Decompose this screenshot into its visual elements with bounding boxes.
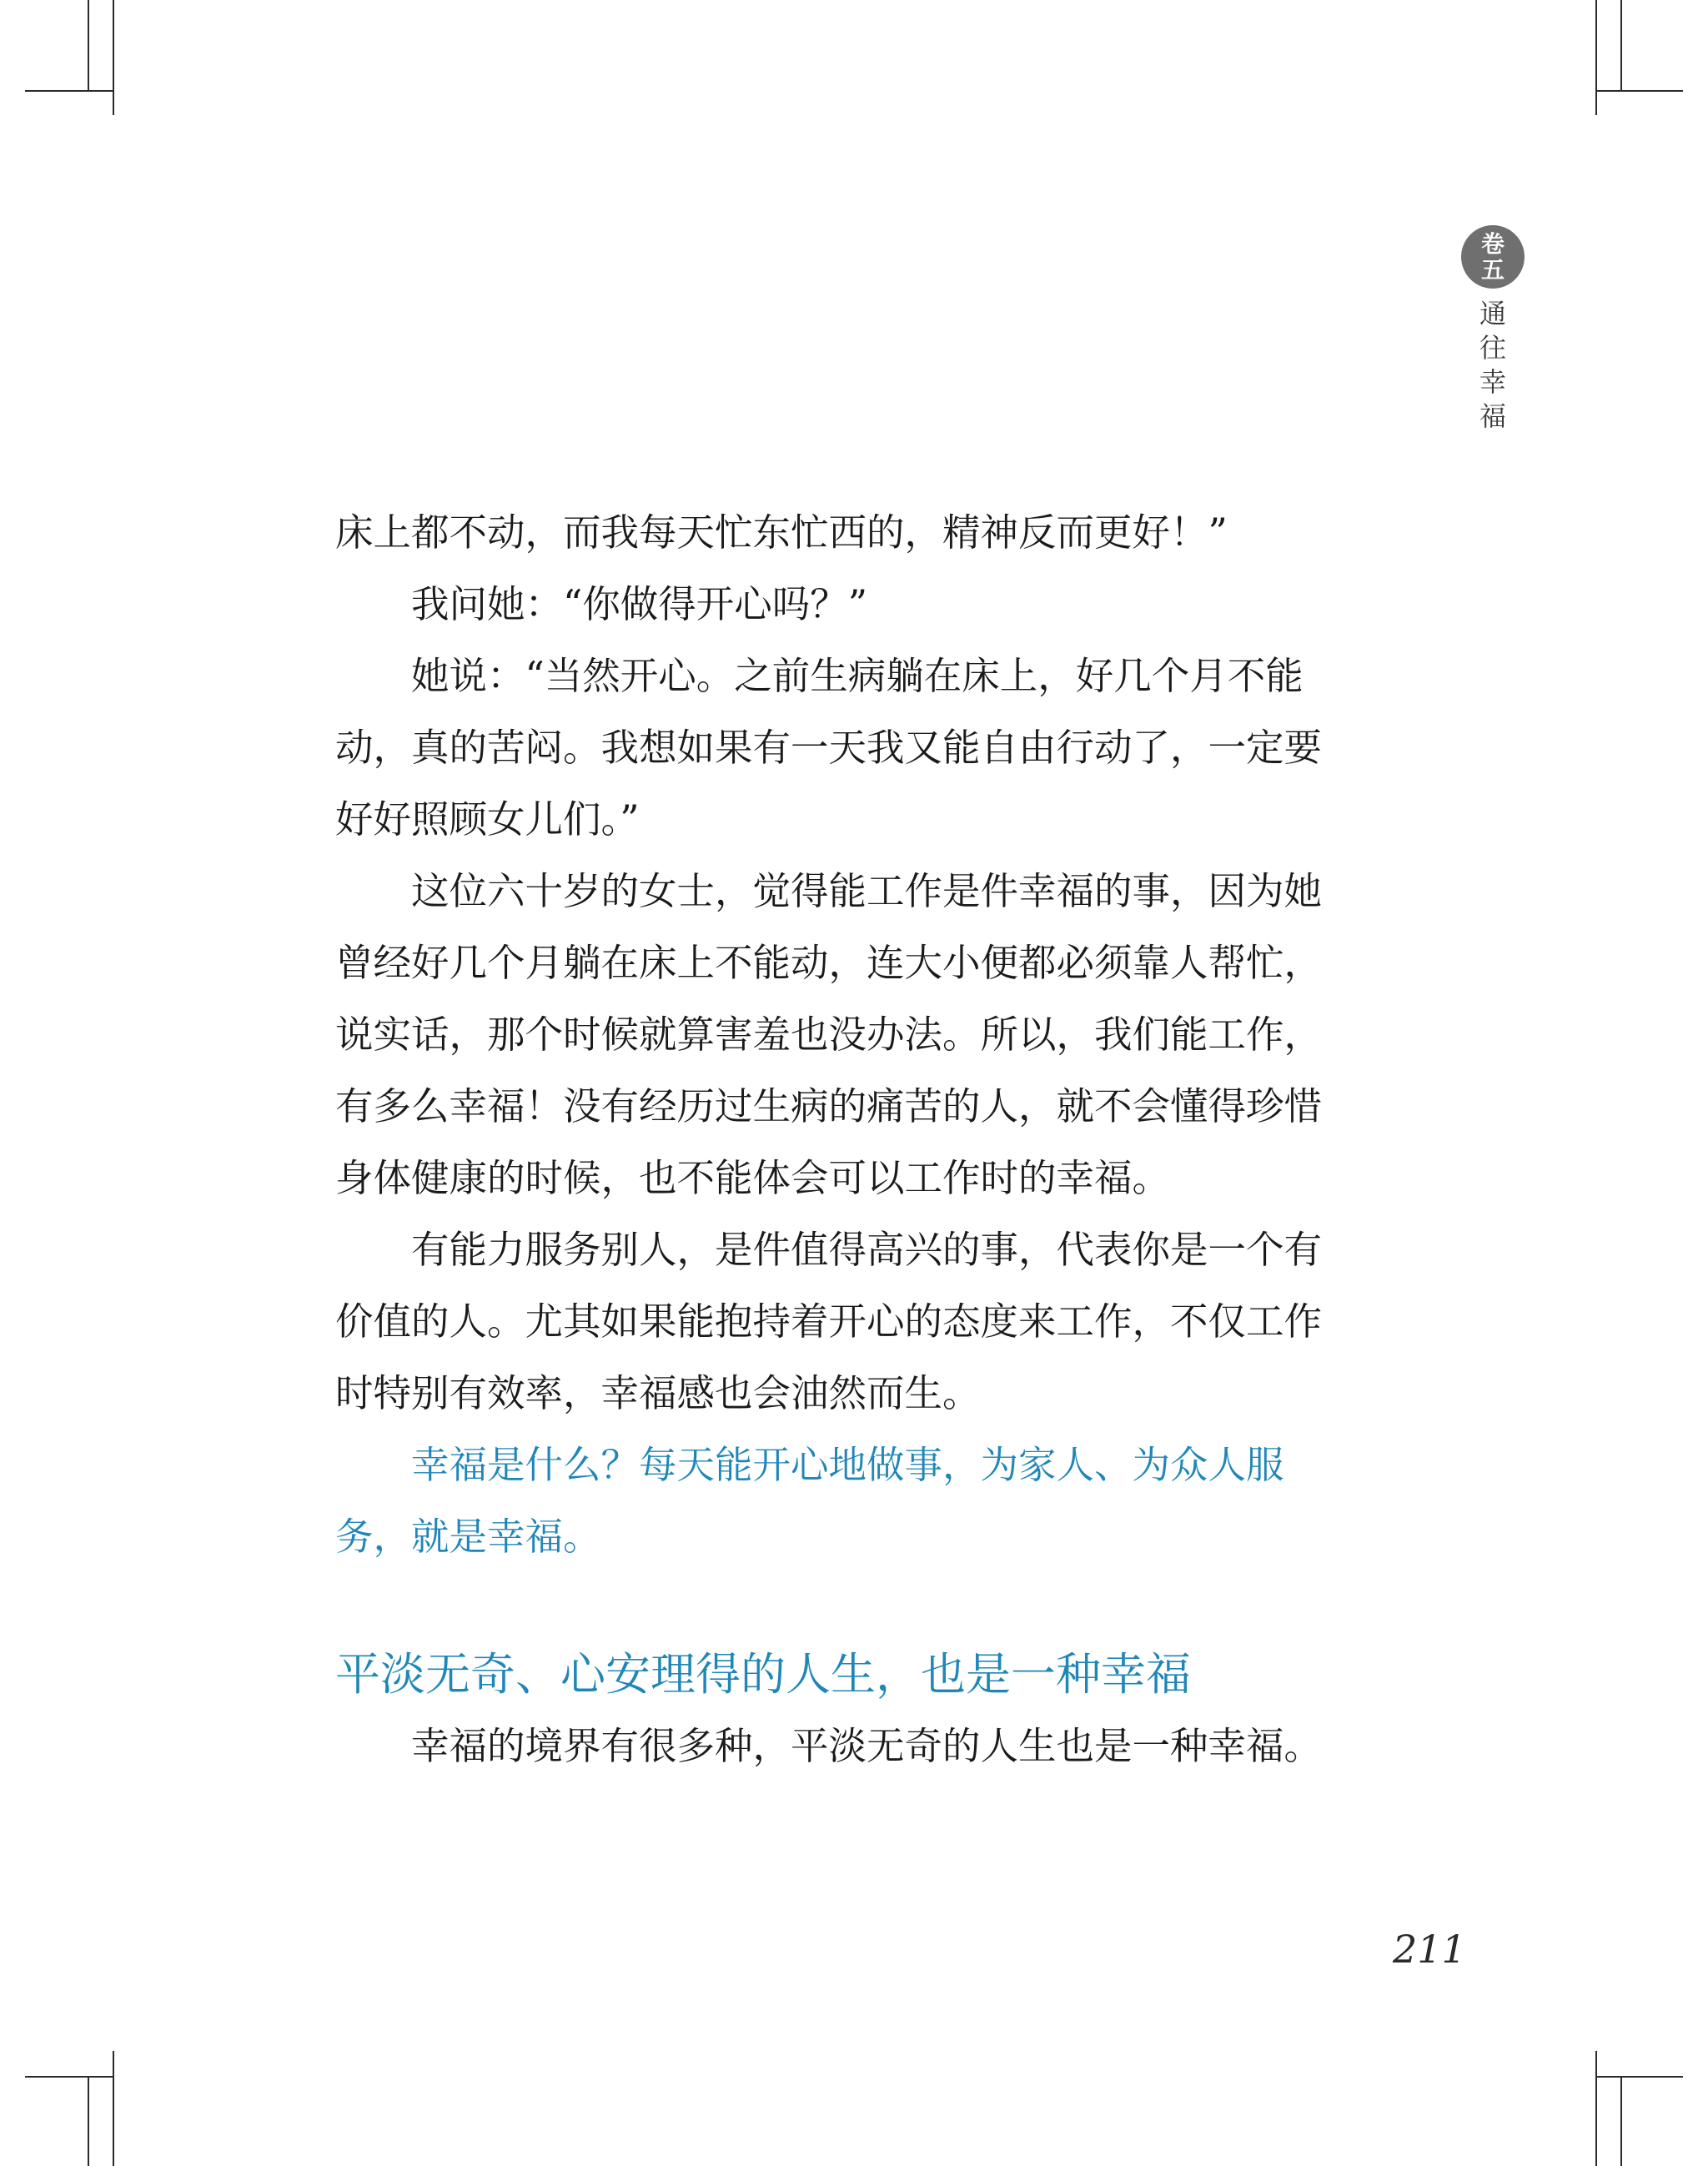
crop-mark bbox=[88, 2076, 89, 2166]
crop-mark bbox=[1595, 0, 1597, 115]
paragraph: 床上都不动，而我每天忙东忙西的，精神反而更好！” bbox=[335, 510, 1228, 555]
paragraph: 有能力服务别人，是件值得高兴的事，代表你是一个有价值的人。尤其如果能抱持着开心的态度来工作，不仅工作时特别有效率，幸福感也会油然而生。 bbox=[335, 1228, 1323, 1415]
crop-mark bbox=[1620, 0, 1622, 90]
chapter-volume-badge bbox=[1461, 225, 1525, 289]
crop-mark bbox=[1595, 90, 1683, 92]
paragraph: 这位六十岁的女士，觉得能工作是件幸福的事，因为她曾经好几个月躺在床上不能动，连大小便都必须靠人帮忙，说实话，那个时候就算害羞也没办法。所以，我们能工作，有多么幸福！没有经历过生病的痛苦的人，就不会懂得珍惜身体健康的时候，也不能体会可以工作时的幸福。 bbox=[335, 869, 1323, 1200]
chapter-title: 通往幸福 bbox=[1479, 298, 1506, 432]
crop-mark bbox=[113, 2051, 114, 2166]
page-number: 211 bbox=[1393, 1927, 1466, 1972]
crop-mark bbox=[88, 0, 89, 90]
crop-mark bbox=[1595, 2051, 1597, 2166]
crop-mark bbox=[113, 0, 114, 115]
chapter-volume-number: 五 bbox=[1480, 256, 1505, 284]
crop-mark bbox=[1620, 2076, 1622, 2166]
chapter-volume-char: 卷 bbox=[1480, 230, 1505, 258]
crop-mark bbox=[25, 90, 113, 92]
crop-mark bbox=[1595, 2076, 1683, 2078]
chapter-tab bbox=[1459, 225, 1526, 434]
section-heading: 平淡无奇、心安理得的人生，也是一种幸福 bbox=[335, 1648, 1191, 1701]
paragraph: 我问她：“你做得开心吗？” bbox=[411, 582, 868, 626]
crop-mark bbox=[25, 2076, 113, 2078]
body-text bbox=[335, 497, 1344, 1573]
highlight-paragraph: 幸福是什么？每天能开心地做事，为家人、为众人服务，就是幸福。 bbox=[335, 1443, 1284, 1559]
paragraph: 幸福的境界有很多种，平淡无奇的人生也是一种幸福。 bbox=[411, 1724, 1323, 1768]
paragraph: 她说：“当然开心。之前生病躺在床上，好几个月不能动，真的苦闷。我想如果有一天我又能自由行动了，一定要好好照顾女儿们。” bbox=[335, 654, 1323, 842]
